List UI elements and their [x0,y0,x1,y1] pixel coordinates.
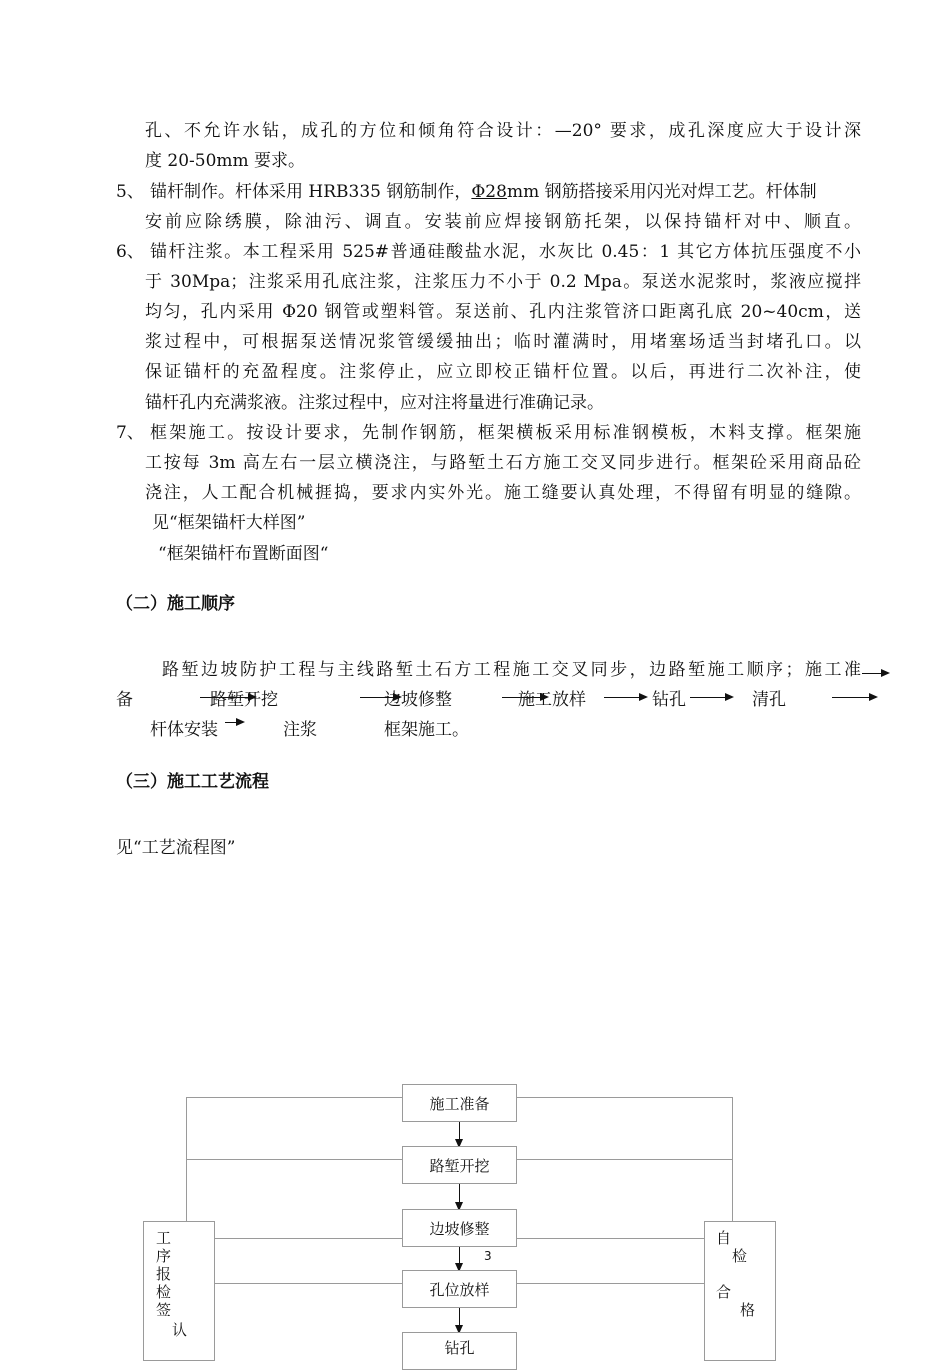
sequence-step: 注浆 [283,720,317,740]
side-label-char: 合 [716,1283,732,1301]
side-label-char: 自 [716,1229,732,1247]
text-line: 锚杆孔内充满浆液。注浆过程中，应对注将量进行准确记录。 [145,393,604,413]
inspection-signoff-box [143,1221,215,1361]
side-label-char: 报 [156,1265,172,1283]
sequence-step: 路堑开挖 [210,690,278,710]
flow-step-box: 施工准备 [402,1084,517,1122]
flow-step-box: 边坡修整 [402,1209,517,1247]
flow-arrow [459,1247,460,1270]
sequence-step: 钻孔 [652,690,686,710]
connector-line [517,1097,732,1098]
side-label-char: 序 [156,1247,172,1265]
arrow [832,697,876,698]
sequence-step: 施工放样 [518,690,586,710]
text-line: “框架锚杆布置断面图“ [158,544,329,564]
connector-line [732,1097,733,1221]
underlined-text: Φ28 [471,182,507,202]
text-line: 浆过程中，可根据泵送情况浆管缓缓抽出；临时灌满时，用堵塞场适当封堵孔口。以 [145,332,861,352]
side-label-char: 格 [740,1301,756,1319]
flow-arrow [459,1122,460,1146]
arrow [862,673,888,674]
arrow [604,697,646,698]
connector-line [517,1159,732,1160]
text-line: 均匀，孔内采用 Φ20 钢管或塑料管。泵送前、孔内注浆管济口距离孔底 20~40cm，送 [145,302,861,322]
side-label-char: 检 [732,1247,748,1265]
side-label-char: 检 [156,1283,172,1301]
connector-line [186,1159,402,1160]
sequence-step: 框架施工。 [384,720,469,740]
list-number: 6、 [116,242,144,262]
side-label-char: 工 [156,1229,172,1247]
text-line: 保证锚杆的充盈程度。注浆停止，应立即校正锚杆位置。以后，再进行二次补注，使 [145,362,861,382]
text-line: 见“框架锚杆大样图” [152,513,306,533]
section-heading: （二）施工顺序 [116,594,235,614]
text-line: 安前应除绣膜，除油污、调直。安装前应焊接钢筋托架，以保持锚杆对中、顺直。 [145,212,861,232]
text-line: 度 20-50mm 要求。 [145,151,306,171]
text-line: 备 [116,690,133,710]
text-fragment: 锚杆制作。杆体采用 HRB335 钢筋制作， [150,182,472,202]
flow-arrow [459,1308,460,1332]
connector-line [215,1238,402,1239]
text-line: 孔、不允许水钻，成孔的方位和倾角符合设计：—20° 要求，成孔深度应大于设计深 [145,121,861,141]
connector-line [215,1283,402,1284]
text-line: 路堑边坡防护工程与主线路堑土石方工程施工交叉同步，边路堑施工顺序；施工准 [162,660,861,680]
text-line: 锚杆注浆。本工程采用 525#普通硅酸盐水泥，水灰比 0.45：1 其它方体抗压强度不小 [150,242,861,262]
sequence-step: 边坡修整 [384,690,452,710]
connector-line [186,1097,402,1098]
arrow [225,722,243,723]
flow-step-box: 路堑开挖 [402,1146,517,1184]
connector-line [517,1238,704,1239]
list-number: 7、 [116,423,144,443]
section-heading: （三）施工工艺流程 [116,772,269,792]
flow-arrow [459,1184,460,1209]
text-line: 框架施工。按设计要求，先制作钢筋，框架横板采用标准钢模板，木料支撑。框架施 [150,423,861,443]
flow-step-box: 孔位放样 [402,1270,517,1308]
self-check-box [704,1221,776,1361]
sequence-step: 清孔 [752,690,786,710]
side-label-char: 签 [156,1301,172,1319]
text-line: 见“工艺流程图” [116,838,236,858]
connector-line [517,1283,704,1284]
side-label-char: 认 [172,1321,188,1339]
text-line: 浇注，人工配合机械捱捣，要求内实外光。施工缝要认真处理，不得留有明显的缝隙。 [145,483,861,503]
text-line: 工按每 3m 高左右一层立横浇注，与路堑土石方施工交叉同步进行。框架砼采用商品砼 [145,453,861,473]
text-fragment: mm 钢筋搭接采用闪光对焊工艺。杆体制 [506,182,817,202]
page-number: 3 [484,1249,492,1263]
list-number: 5、 [116,182,144,202]
sequence-step: 杆体安装 [150,720,218,740]
text-line [150,181,861,203]
flow-step-box: 钻孔 [402,1332,517,1370]
text-line: 于 30Mpa；注浆采用孔底注浆，注浆压力不小于 0.2 Mpa。泵送水泥浆时，浆液应搅拌 [145,272,861,292]
arrow [690,697,732,698]
